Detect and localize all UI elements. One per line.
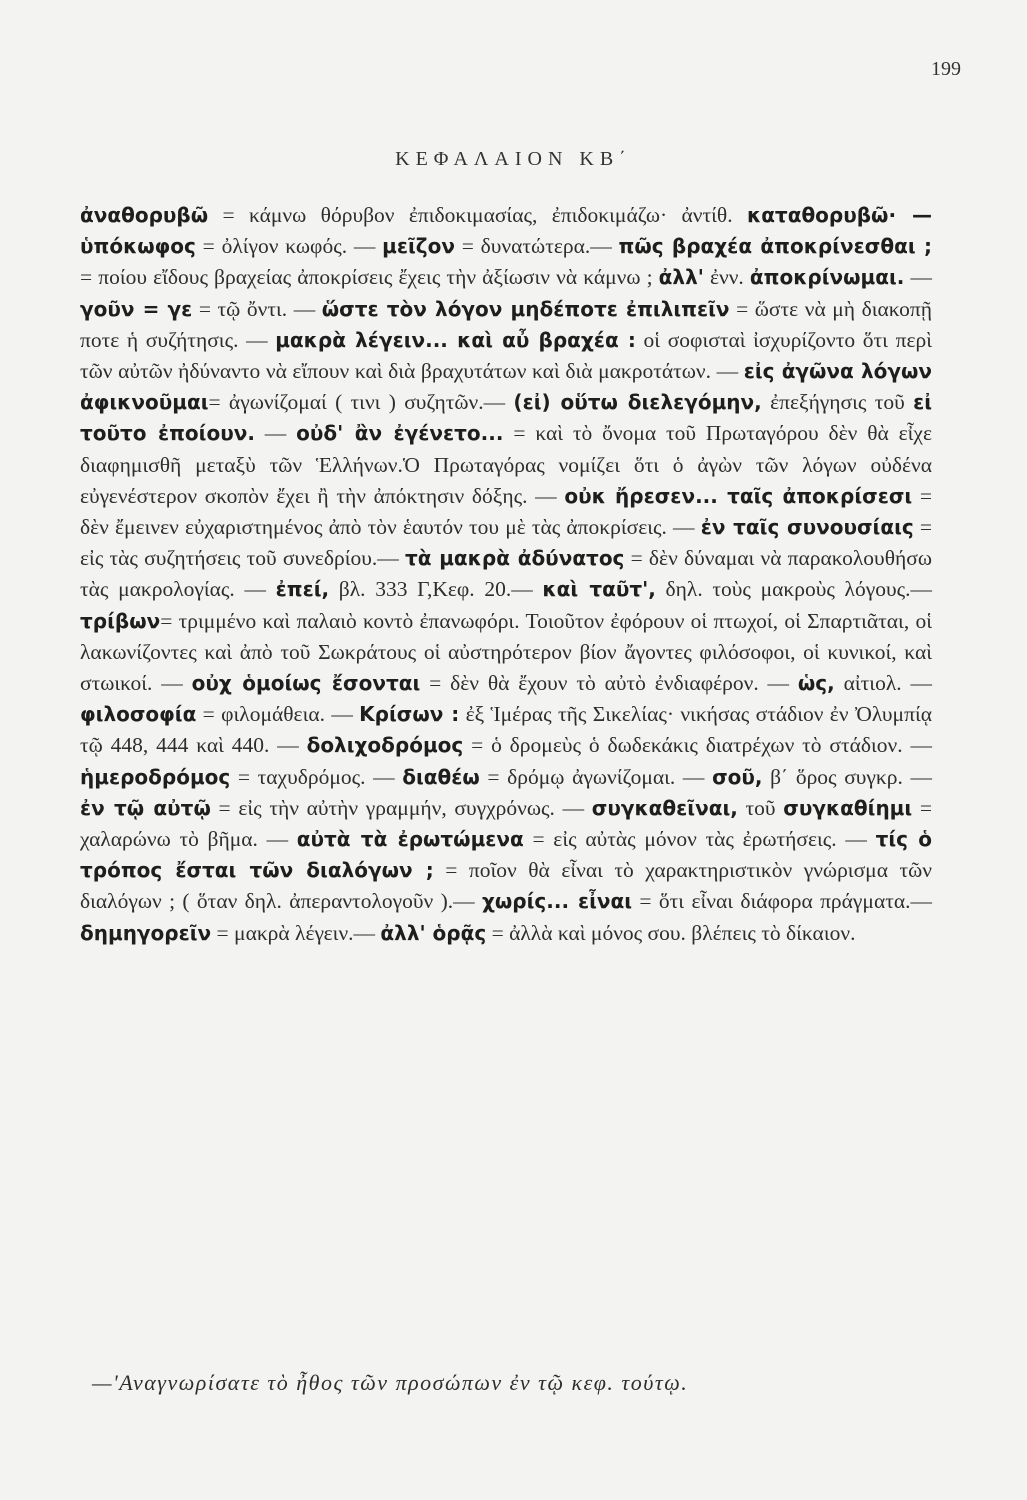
gloss-text: ἐνν. <box>703 265 750 290</box>
glossed-term: σοῦ, <box>712 764 763 789</box>
gloss-text: οἱ σοφισταὶ ἰσχυρίζοντο ὅτι περὶ τῶν αὐτῶν ἠδύναντο νὰ εἴπουν καὶ διὰ βραχυτάτων καὶ διὰ μακροτάτων. — <box>80 327 932 384</box>
gloss-text: = ὁ δρομεὺς ὁ δωδεκάκις διατρέχων τὸ στάδιον. — <box>463 733 932 758</box>
glossed-term: τρίβων <box>80 608 161 633</box>
gloss-text: δηλ. τοὺς μακροὺς λόγους.— <box>655 577 932 602</box>
gloss-text: = δὲν ἔμεινεν εὐχαριστημένος ἀπὸ τὸν ἑαυτόν του μὲ τὰς ἀποκρίσεις. — <box>80 483 932 540</box>
gloss-text: = ποῖον θὰ εἶναι τὸ χαρακτηριστικὸν γνώρισμα τῶν διαλόγων ; ( ὅταν δηλ. ἀπεραντολογοῦν ).— <box>80 858 932 914</box>
glossed-term: ὥστε τὸν λόγον μηδέποτε ἐπιλιπεῖν <box>321 296 730 321</box>
page-number: 199 <box>931 58 961 80</box>
gloss-text: = εἰς τὴν αὐτὴν γραμμήν, συγχρόνως. — <box>210 795 592 820</box>
glossed-term: πῶς βραχέα ἀποκρίνεσθαι ; <box>618 234 932 259</box>
glossed-term: ἐν τῷ αὐτῷ <box>80 795 211 820</box>
glossed-term: συγκαθίημι <box>783 795 913 820</box>
glossed-term: (εἰ) οὕτω διελεγόμην, <box>513 390 762 415</box>
gloss-text: = χαλαρώνω τὸ βῆμα. — <box>80 795 932 852</box>
glossed-term: ἀλλ' ὁρᾷς <box>380 920 487 945</box>
gloss-text: = εἰς αὐτὰς μόνον τὰς ἐρωτήσεις. — <box>523 827 876 852</box>
gloss-text: = ποίου εἴδους βραχείας ἀποκρίσεις ἔχεις τὴν ἀξίωσιν νὰ κάμνω ; <box>80 265 659 290</box>
gloss-text: — <box>254 421 297 446</box>
glossed-term: εἰ τοῦτο ἐποίουν. <box>80 390 932 446</box>
gloss-text: ἐξ Ἱμέρας τῆς Σικελίας· νικήσας στάδιον ἐν Ὀλυμπίᾳ τῷ 448, 444 καὶ 440. — <box>80 702 932 758</box>
glossed-term: δημηγορεῖν <box>80 920 212 945</box>
gloss-text: = φιλομάθεια. — <box>196 702 360 727</box>
glossed-term: Κρίσων : <box>359 702 460 727</box>
gloss-text: = ἀλλὰ καὶ μόνος σου. βλέπεις τὸ δίκαιον. <box>486 920 856 945</box>
gloss-text: = ὥστε νὰ μὴ διακοπῇ ποτε ἡ συζήτησις. — <box>80 296 932 352</box>
glossed-term: δολιχοδρόμος <box>306 733 464 758</box>
glossed-term: οὐκ ἤρεσεν... ταῖς ἀποκρίσεσι <box>564 483 913 508</box>
gloss-text: ἐπεξήγησις τοῦ <box>761 390 914 415</box>
closing-instruction: —'Αναγνωρίσατε τὸ ἦθος τῶν προσώπων ἐν τῷ κεφ. τούτῳ. <box>92 1370 689 1395</box>
glossed-term: τὰ μακρὰ ἀδύνατος <box>404 546 625 571</box>
glossed-term: αὐτὰ τὰ ἐρωτώμενα <box>296 827 524 852</box>
gloss-text: = δὲν θὰ ἔχουν τὸ αὐτὸ ἐνδιαφέρον. — <box>420 671 798 696</box>
gloss-text: = ὅτι εἶναι διάφορα πράγματα.— <box>632 889 932 914</box>
gloss-text: = καὶ τὸ ὄνομα τοῦ Πρωταγόρου δὲν θὰ εἶχε διαφημισθῆ μεταξὺ τῶν Ἑλλήνων.Ὁ Πρωταγόρας νομίζει ὅτι ὁ ἀγὼν τῶν λόγων οὐδένα εὐγενέστερον σκοπὸν ἔχει ἢ τὴν ἀπόκτησιν δόξης. — <box>80 421 933 508</box>
gloss-text: = κάμνω θόρυβον ἐπιδοκιμασίας, ἐπιδοκιμάζω· ἀντίθ. <box>208 203 747 227</box>
glossed-term: ἐπεί, <box>275 577 330 602</box>
gloss-text: = δυνατώτερα.— <box>454 234 619 259</box>
glossed-term: καὶ ταῦτ', <box>542 577 656 602</box>
glossed-term: τίς ὁ τρόπος ἔσται τῶν διαλόγων ; <box>80 827 933 883</box>
glossed-term: ἡμεροδρόμος <box>80 764 231 789</box>
gloss-text: = τῷ ὄντι. — <box>192 296 322 321</box>
glossed-term: καταθορυβῶ· — ὑπόκωφος <box>80 203 933 259</box>
gloss-text: = μακρὰ λέγειν.— <box>211 920 381 945</box>
glossed-term: γοῦν = γε <box>80 296 193 321</box>
glossed-term: ἐν ταῖς συνουσίαις <box>700 515 914 540</box>
gloss-text: βλ. 333 Γ,Κεφ. 20.— <box>329 577 543 602</box>
gloss-text: = ταχυδρόμος. — <box>230 764 403 789</box>
glossed-term: ἀλλ' <box>658 265 704 290</box>
gloss-text: = ἀγωνίζομαί ( τινι ) συζητῶν.— <box>208 390 514 415</box>
glossed-term: χωρίς... εἶναι <box>482 889 633 914</box>
gloss-text: = ὀλίγον κωφός. — <box>195 234 383 259</box>
glossed-term: οὐδ' ἂν ἐγένετο... <box>296 421 504 446</box>
gloss-text: β΄ ὅρος συγκρ. — <box>762 764 932 789</box>
gloss-text: — <box>904 265 932 290</box>
glossed-term: ἀναθορυβῶ <box>80 203 209 227</box>
glossed-term: ἀποκρίνωμαι. <box>749 265 905 290</box>
chapter-title: ΚΕΦΑΛΑΙΟΝ ΚΒ΄ <box>395 148 632 170</box>
glossed-term: ὡς, <box>797 671 835 696</box>
glossed-term: εἰς ἀγῶνα λόγων ἀφικνοῦμαι <box>80 359 933 415</box>
glossed-term: μακρὰ λέγειν... καὶ αὖ βραχέα : <box>275 327 636 352</box>
gloss-text: αἰτιολ. — <box>834 671 933 696</box>
glossed-term: μεῖζον <box>382 234 455 259</box>
glossed-term: συγκαθεῖναι, <box>591 795 738 820</box>
glossed-term: διαθέω <box>402 764 480 789</box>
glossed-term: οὐχ ὁμοίως ἔσονται <box>191 671 421 696</box>
gloss-text: τοῦ <box>737 795 784 820</box>
glossed-term: φιλοσοφία <box>80 702 197 727</box>
gloss-text: = εἰς τὰς συζητήσεις τοῦ συνεδρίου.— <box>80 515 932 571</box>
gloss-text: = δρόμῳ ἀγωνίζομαι. — <box>479 764 713 789</box>
gloss-text: = δὲν δύναμαι νὰ παρακολουθήσω τὰς μακρολογίας. — <box>80 546 932 602</box>
commentary-paragraph <box>80 200 932 949</box>
gloss-text: = τριμμένο καὶ παλαιὸ κοντὸ ἐπανωφόρι. Τοιοῦτον ἐφόρουν οἱ πτωχοί, οἱ Σπαρτιᾶται, οἱ λακωνίζοντες καὶ ἀπὸ τοῦ Σωκράτους οἱ αὐστηρότερον βίον ἄγοντες φιλόσοφοι, οἱ κυνικοί, καὶ στωικοί. — <box>80 608 932 696</box>
